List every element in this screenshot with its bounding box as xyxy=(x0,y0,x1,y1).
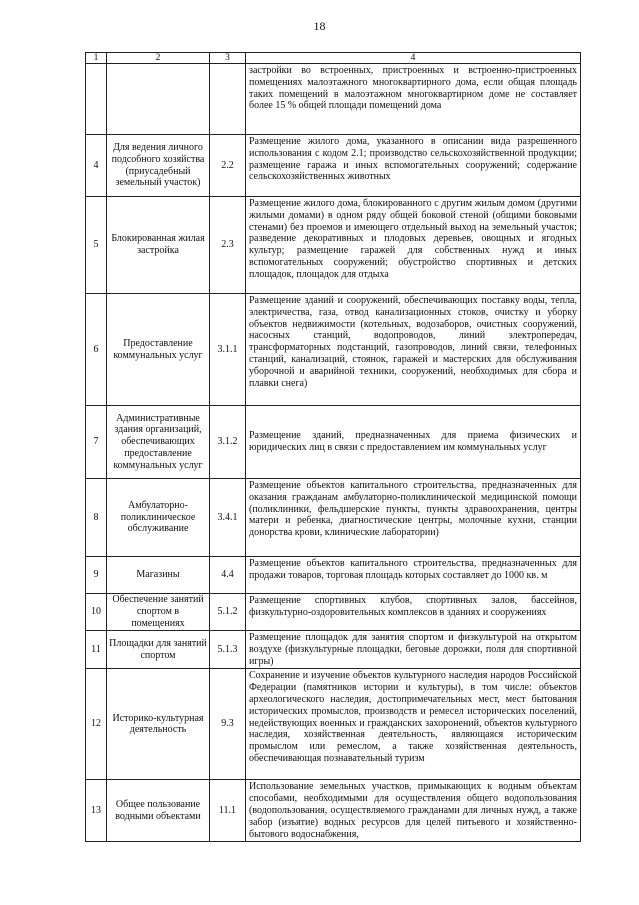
row-number: 10 xyxy=(86,594,107,631)
use-type-name: Магазины xyxy=(107,557,210,594)
use-type-name: Амбулаторно-поликлиническое обслуживание xyxy=(107,479,210,557)
row-number: 12 xyxy=(86,669,107,780)
table-row xyxy=(86,479,581,557)
table-row xyxy=(86,669,581,780)
header-col-1: 1 xyxy=(86,53,107,64)
use-type-code: 2.2 xyxy=(210,135,246,197)
row-number: 4 xyxy=(86,135,107,197)
header-col-4: 4 xyxy=(246,53,581,64)
use-type-description: Использование земельных участков, примыкающих к водным объектам способами, необходимыми для осуществления общего водопользования (водопользования, осуществляемого гражданами для личных нужд, а также забор (изъятие) водных ресурсов для целей питьевого и хозяйственно-бытового водоснабжения, xyxy=(246,780,581,842)
use-type-name: Блокированная жилая застройка xyxy=(107,197,210,294)
use-type-code: 5.1.3 xyxy=(210,631,246,669)
row-number: 6 xyxy=(86,294,107,406)
use-type-name: Общее пользование водными объектами xyxy=(107,780,210,842)
row-number: 11 xyxy=(86,631,107,669)
use-type-name: Для ведения личного подсобного хозяйства (приусадебный земельный участок) xyxy=(107,135,210,197)
use-type-name xyxy=(107,64,210,135)
use-type-code: 11.1 xyxy=(210,780,246,842)
table-row xyxy=(86,780,581,842)
use-type-description: Размещение жилого дома, указанного в описании вида разрешенного использования с кодом 2.1; производство сельскохозяйственной продукции; размещение гаража и иных вспомогательных сооружений; содержание сельскохозяйственных животных xyxy=(246,135,581,197)
table-row xyxy=(86,135,581,197)
row-number xyxy=(86,64,107,135)
use-type-name: Обеспечение занятий спортом в помещениях xyxy=(107,594,210,631)
land-use-table xyxy=(85,52,581,842)
table-row xyxy=(86,406,581,479)
row-number: 8 xyxy=(86,479,107,557)
use-type-name: Административные здания организаций, обеспечивающих предоставление коммунальных услуг xyxy=(107,406,210,479)
use-type-code: 5.1.2 xyxy=(210,594,246,631)
use-type-description: Размещение жилого дома, блокированного с другим жилым домом (другими жилыми домами) в одном ряду общей боковой стеной (общими боковыми стенами) без проемов и имеющего отдельный выход на земельный участок; разведение декоративных и плодовых деревьев, овощных и ягодных культур; размещение гаражей для собственных нужд и иных вспомогательных сооружений; обустройство спортивных и детских площадок, площадок для отдыха xyxy=(246,197,581,294)
use-type-description: Сохранение и изучение объектов культурного наследия народов Российской Федерации (памятников истории и культуры), в том числе: объектов археологического наследия, достопримечательных мест, мест бытования исторических промыслов, производств и ремесел исторических поселений, недействующих военных и гражданских захоронений, объектов культурного наследия, хозяйственная деятельность, являющаяся историческим промыслом или ремеслом, а также хозяйственная деятельность, обеспечивающая познавательный туризм xyxy=(246,669,581,780)
use-type-description: Размещение зданий и сооружений, обеспечивающих поставку воды, тепла, электричества, газа, отвод канализационных стоков, очистку и уборку объектов недвижимости (котельных, водозаборов, очистных сооружений, насосных станций, водопроводов, линий электропередач, трансформаторных подстанций, газопроводов, линий связи, телефонных станций, канализаций, стоянок, гаражей и мастерских для обслуживания уборочной и аварийной техники, сооружений, необходимых для сбора и плавки снега) xyxy=(246,294,581,406)
row-number: 9 xyxy=(86,557,107,594)
table-row xyxy=(86,294,581,406)
header-col-3: 3 xyxy=(210,53,246,64)
table-row xyxy=(86,631,581,669)
page-number: 18 xyxy=(313,19,326,33)
table-row xyxy=(86,594,581,631)
table-row xyxy=(86,64,581,135)
use-type-code xyxy=(210,64,246,135)
table-row xyxy=(86,197,581,294)
use-type-code: 3.1.2 xyxy=(210,406,246,479)
header-col-2: 2 xyxy=(107,53,210,64)
row-number: 13 xyxy=(86,780,107,842)
use-type-name: Площадки для занятий спортом xyxy=(107,631,210,669)
use-type-code: 9.3 xyxy=(210,669,246,780)
use-type-description: Размещение площадок для занятия спортом и физкультурой на открытом воздухе (физкультурные площадки, беговые дорожки, поля для спортивной игры) xyxy=(246,631,581,669)
use-type-description: Размещение спортивных клубов, спортивных залов, бассейнов, физкультурно-оздоровительных комплексов в зданиях и сооружениях xyxy=(246,594,581,631)
use-type-description: застройки во встроенных, пристроенных и встроенно-пристроенных помещениях малоэтажного многоквартирного дома, если общая площадь таких помещений в малоэтажном многоквартирном доме не составляет более 15 % общей площади помещений дома xyxy=(246,64,581,135)
use-type-code: 3.4.1 xyxy=(210,479,246,557)
row-number: 5 xyxy=(86,197,107,294)
use-type-description: Размещение объектов капитального строительства, предназначенных для оказания гражданам амбулаторно-поликлинической медицинской помощи (поликлиники, фельдшерские пункты, пункты здравоохранения, центры матери и ребенка, диагностические центры, молочные кухни, станции донорства крови, клинические лаборатории) xyxy=(246,479,581,557)
use-type-code: 4.4 xyxy=(210,557,246,594)
use-type-name: Предоставление коммунальных услуг xyxy=(107,294,210,406)
row-number: 7 xyxy=(86,406,107,479)
header-row xyxy=(86,53,581,64)
use-type-code: 2.3 xyxy=(210,197,246,294)
use-type-description: Размещение зданий, предназначенных для приема физических и юридических лиц в связи с предоставлением им коммунальных услуг xyxy=(246,406,581,479)
use-type-name: Историко-культурная деятельность xyxy=(107,669,210,780)
table-row xyxy=(86,557,581,594)
use-type-code: 3.1.1 xyxy=(210,294,246,406)
use-type-description: Размещение объектов капитального строительства, предназначенных для продажи товаров, торговая площадь которых составляет до 1000 кв. м xyxy=(246,557,581,594)
